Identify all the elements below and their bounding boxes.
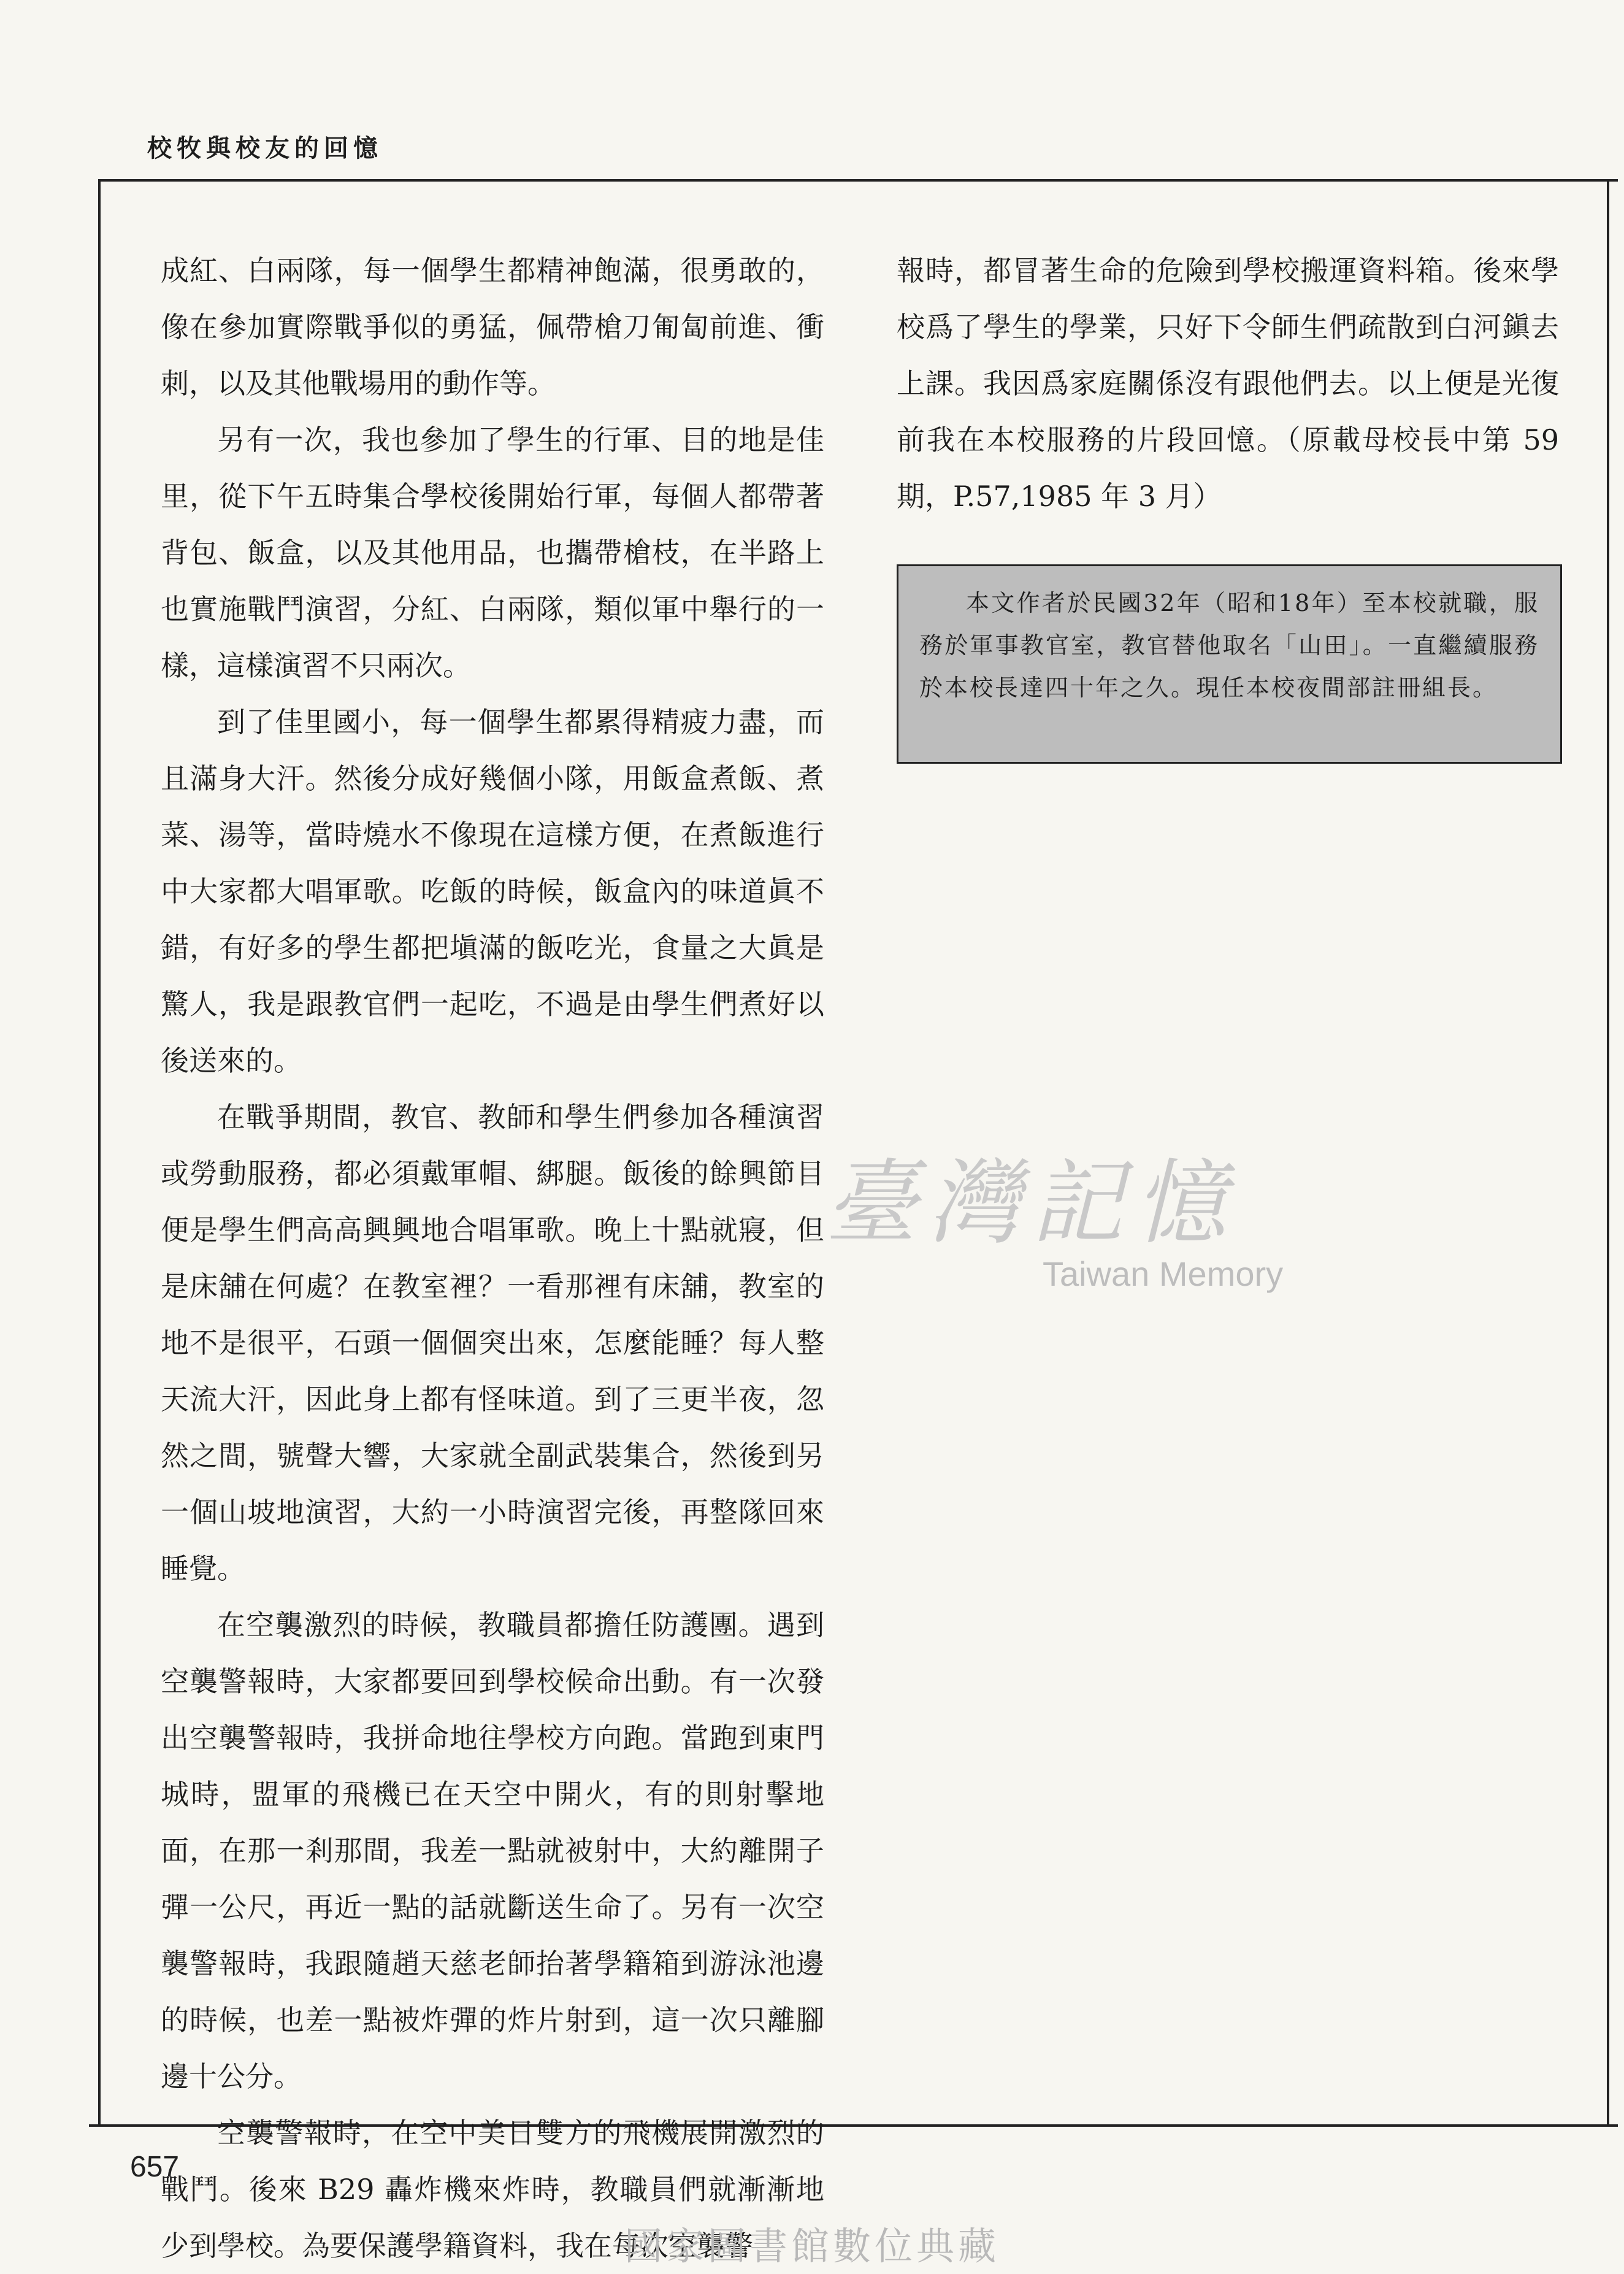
paragraph: 成紅、白兩隊，每一個學生都精神飽滿，很勇敢的，像在參加實際戰爭似的勇猛，佩帶槍刀匍匐前進、衝刺，以及其他戰場用的動作等。: [161, 254, 824, 400]
author-note: 本文作者於民國32年（昭和18年）至本校就職，服務於軍事教官室，教官替他取名「山田」。一直繼續服務於本校長達四十年之久。現任本校夜間部註冊組長。: [919, 590, 1539, 701]
paragraph: 到了佳里國小，每一個學生都累得精疲力盡，而且滿身大汗。然後分成好幾個小隊，用飯盒煮飯、煮菜、湯等，當時燒水不像現在這樣方便，在煮飯進行中大家都大唱軍歌。吃飯的時候，飯盒內的味道眞不錯，有好多的學生都把塡滿的飯吃光，食量之大眞是驚人，我是跟教官們一起吃，不過是由學生們煮好以後送來的。: [161, 705, 824, 1077]
left-column: [161, 242, 824, 2274]
paragraph: 另有一次，我也參加了學生的行軍、目的地是佳里，從下午五時集合學校後開始行軍，每個人都帶著背包、飯盒，以及其他用品，也攜帶槍枝，在半路上也實施戰鬥演習，分紅、白兩隊，類似軍中舉行的一樣，這樣演習不只兩次。: [161, 423, 824, 682]
right-column: [897, 242, 1559, 524]
library-watermark: 國家圖書館數位典藏: [624, 2224, 1000, 2268]
left-rule: [98, 179, 101, 2127]
running-title: 校牧與校友的回憶: [147, 134, 383, 163]
taiwan-memory-watermark: [825, 1129, 1291, 1300]
paragraph: 報時，都冒著生命的危險到學校搬運資料箱。後來學校爲了學生的學業，只好下令師生們疏散到白河鎭去上課。我因爲家庭關係沒有跟他們去。以上便是光復前我在本校服務的片段回憶。（原載母校長中第 59 期，P.57,1985 年 3 月）: [897, 254, 1559, 513]
author-note-box: [897, 564, 1562, 764]
watermark-chinese: 臺灣記憶: [825, 1150, 1238, 1257]
paragraph: 在空襲激烈的時候，教職員都擔任防護團。遇到空襲警報時，大家都要回到學校候命出動。有一次發出空襲警報時，我拼命地往學校方向跑。當跑到東門城時，盟軍的飛機已在天空中開火，有的則射擊地面，在那一剎那間，我差一點就被射中，大約離開子彈一公尺，再近一點的話就斷送生命了。另有一次空襲警報時，我跟隨趙天慈老師抬著學籍箱到游泳池邊的時候，也差一點被炸彈的炸片射到，這一次只離腳邊十公分。: [161, 1608, 824, 2093]
watermark-english: Taiwan Memory: [1043, 1254, 1284, 1293]
page-number: 657: [130, 2151, 180, 2183]
paragraph: 在戰爭期間，教官、教師和學生們參加各種演習或勞動服務，都必須戴軍帽、綁腿。飯後的餘興節目便是學生們高高興興地合唱軍歌。晚上十點就寢，但是床舖在何處？在教室裡？一看那裡有床舖，教室的地不是很平，石頭一個個突出來，怎麼能睡？每人整天流大汗，因此身上都有怪味道。到了三更半夜，忽然之間，號聲大響，大家就全副武裝集合，然後到另一個山坡地演習，大約一小時演習完後，再整隊回來睡覺。: [161, 1101, 824, 1585]
right-rule: [1607, 179, 1609, 2127]
paragraph: 空襲警報時，在空中美日雙方的飛機展開激烈的戰鬥。後來 B29 轟炸機來炸時，教職員們就漸漸地少到學校。為要保護學籍資料，我在每次空襲警: [161, 2116, 824, 2262]
top-rule: [98, 179, 1618, 182]
